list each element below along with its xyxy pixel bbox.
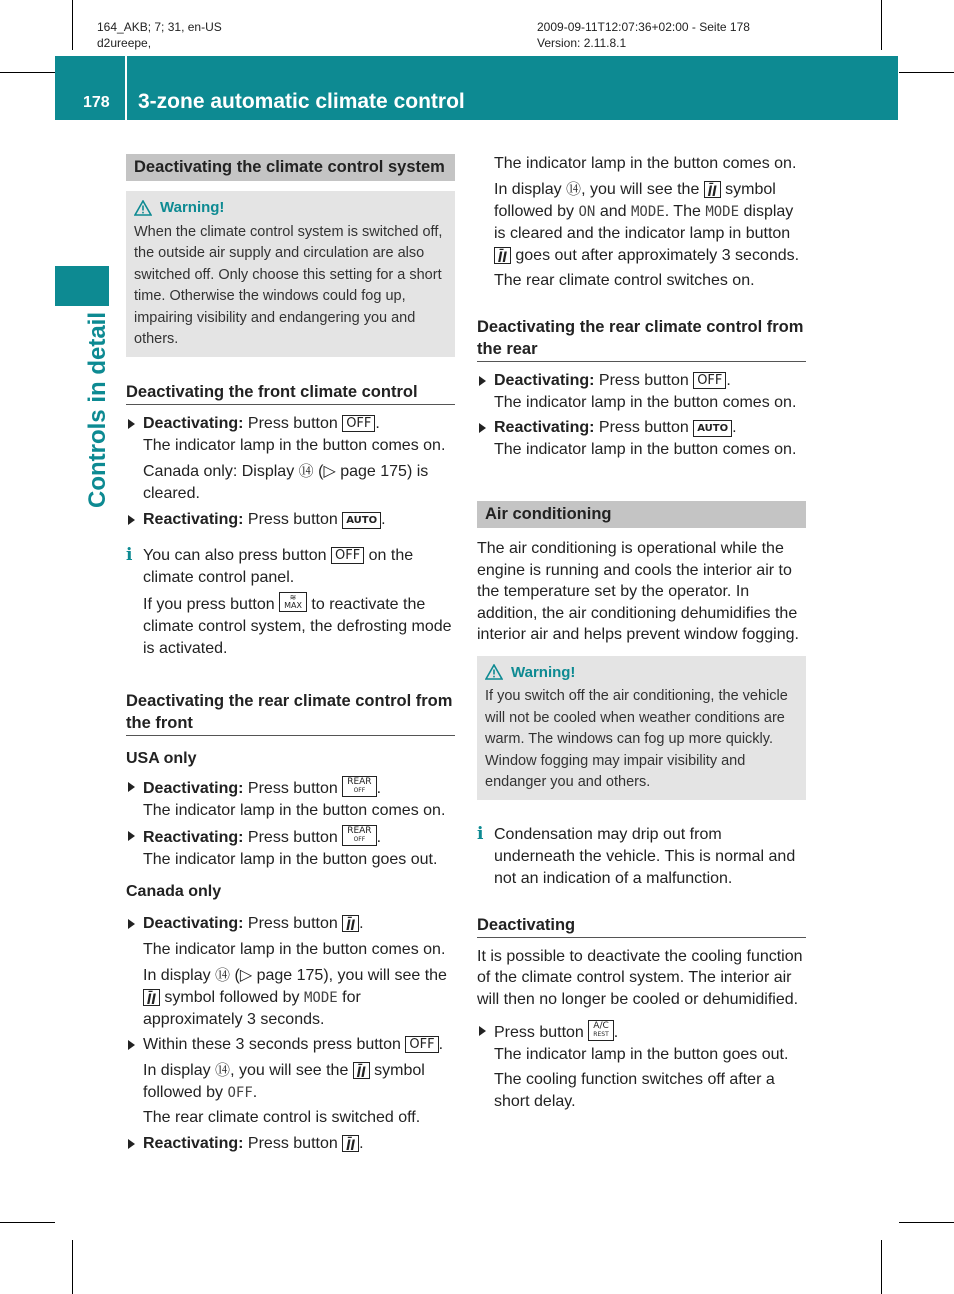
crop-mark (72, 0, 73, 50)
instruction-text: Press button (247, 828, 338, 846)
meta-line: 2009-09-11T12:07:36+02:00 - Seite 178 (537, 20, 750, 34)
crop-mark (899, 1222, 954, 1223)
crop-mark (899, 72, 954, 73)
print-meta-right (537, 19, 750, 51)
display-text: MODE (630, 204, 665, 220)
btn-label: REAR (347, 776, 372, 787)
text: on the climate control panel. (143, 546, 414, 586)
text: If you press button (143, 595, 275, 613)
instruction-item: Deactivating: Press button OFF . (126, 413, 455, 435)
text: and (599, 203, 627, 220)
text: , you will see the (581, 181, 700, 198)
text: symbol followed by (164, 988, 300, 1006)
btn-label: REST (593, 1031, 609, 1038)
meta-line: 164_AKB; 7; 31, en-US (97, 20, 222, 34)
instruction-label: Deactivating: (143, 414, 244, 432)
text: symbol followed by (143, 1061, 425, 1101)
instruction-item: Deactivating: Press button OFF . (477, 370, 806, 392)
instruction-label: Reactivating: (143, 1134, 244, 1152)
result-text: The indicator lamp in the button comes on. (494, 441, 797, 458)
instruction-text: Press button (494, 1024, 584, 1041)
btn-label: MAX (284, 600, 302, 610)
arrow-bullet-icon (128, 419, 135, 429)
instruction-text: Press button (247, 414, 338, 432)
body-text: The air conditioning is operational while the engine is running and cools the interior air to the temperature set by the operator. In addition, the air conditioning dehumidifies the interior air and helps prevent window fogging. (477, 540, 799, 643)
display-note: In display ⑭, you will see the ꞁ̄ꞁ symbol followed by OFF. (143, 1060, 425, 1101)
rear-off-button-symbol (342, 825, 376, 846)
page-number: 178 (83, 94, 110, 111)
instruction-item: Press button A/C REST . (477, 1020, 806, 1044)
text: In display (494, 181, 562, 198)
text: display is cleared and the indicator lamp in button (494, 203, 794, 242)
instruction-label: Deactivating: (494, 372, 595, 389)
instruction-item: Deactivating: Press button ꞁ̄ꞁ . (126, 913, 455, 935)
instruction-text: Press button (247, 779, 338, 797)
instruction-label: Reactivating: (143, 828, 244, 846)
rear-fan-icon: ꞁ̄ꞁ (494, 247, 511, 264)
instruction-item: Reactivating: Press button AUTO . (126, 509, 455, 531)
result-text: The rear climate control switches on. (494, 272, 755, 289)
arrow-bullet-icon (128, 1040, 135, 1050)
canada-note (126, 460, 455, 505)
instruction-text: Press button (247, 914, 338, 932)
section-title: Air conditioning (477, 501, 806, 528)
rear-fan-icon: ꞁ̄ꞁ (342, 915, 359, 932)
info-icon: i (126, 544, 133, 565)
result-text: The cooling function switches off after a short delay. (494, 1071, 775, 1110)
side-tab-marker (55, 266, 109, 306)
text: to reactivate the climate control system, the defrosting mode is activated. (143, 595, 452, 657)
display-marker: ⑭ (298, 461, 314, 480)
ac-button-symbol (588, 1020, 613, 1041)
info-note (477, 824, 806, 890)
display-text: MODE (705, 204, 740, 220)
result-text: The indicator lamp in the button comes on. (143, 801, 446, 819)
warning-title: Warning! (160, 199, 225, 216)
rear-fan-icon: ꞁ̄ꞁ (143, 989, 160, 1006)
region-heading: Canada only (126, 882, 222, 900)
result-text: The indicator lamp in the button comes on. (143, 940, 446, 958)
display-text: MODE (304, 989, 338, 1006)
page-header (55, 56, 898, 120)
crop-mark (881, 1240, 882, 1294)
meta-line: d2ureepe, (97, 36, 152, 50)
rear-fan-icon: ꞁ̄ꞁ (704, 181, 721, 198)
off-button-symbol: OFF (331, 547, 364, 564)
rear-off-button-symbol (342, 776, 376, 797)
subsection-heading: Deactivating the rear climate control from the front (126, 690, 455, 736)
crop-mark (0, 1222, 55, 1223)
btn-label: OFF (353, 835, 366, 843)
crop-mark (0, 72, 55, 73)
warning-title: Warning! (511, 663, 576, 681)
crop-mark (881, 0, 882, 50)
text: , you will see the (230, 1061, 349, 1079)
crop-mark (72, 1240, 73, 1294)
warning-header (485, 662, 798, 684)
off-button-symbol: OFF (405, 1036, 438, 1053)
display-marker: ⑭ (215, 1060, 231, 1079)
text: (▷ page 175), you will see the (234, 966, 447, 984)
instruction-item: Deactivating: Press button REAR OFF . (126, 776, 455, 800)
arrow-bullet-icon (479, 1026, 486, 1036)
subsection-heading: Deactivating the rear climate control from the rear (477, 316, 806, 362)
off-button-symbol: OFF (342, 415, 375, 432)
header-divider (125, 56, 127, 120)
arrow-bullet-icon (128, 1139, 135, 1149)
side-tab-label: Controls in detail (84, 311, 111, 508)
btn-label: OFF (353, 786, 366, 794)
text: for approximately 3 seconds. (143, 988, 361, 1028)
instruction-item: Reactivating: Press button AUTO . (477, 417, 806, 439)
result-text: The rear climate control is switched off. (143, 1108, 421, 1126)
warning-header (134, 197, 447, 219)
subsection-heading: Deactivating the front climate control (126, 381, 455, 405)
display-marker: ⑭ (215, 965, 231, 984)
result-text: The indicator lamp in the button comes on. (494, 394, 797, 411)
arrow-bullet-icon (128, 515, 135, 525)
instruction-text: Within these 3 seconds press button (143, 1035, 401, 1053)
warning-text: When the climate control system is switched off, the outside air supply and circulation are also switched off. Only choose this setting for a short time. Otherwise the windows could fog up, impairing visibility and endangering you and others. (134, 223, 443, 347)
meta-line: Version: 2.11.8.1 (537, 36, 627, 50)
display-text: ON (578, 204, 596, 220)
info-note (126, 545, 455, 589)
auto-button-symbol: AUTO (693, 420, 732, 437)
print-meta-left (97, 19, 222, 51)
instruction-text: Press button (598, 372, 689, 389)
display-marker: ⑭ (566, 180, 582, 198)
info-icon: i (477, 823, 484, 844)
text: In display (143, 966, 211, 984)
instruction-text: Press button (598, 419, 689, 436)
instruction-item: Reactivating: Press button ꞁ̄ꞁ . (126, 1133, 455, 1155)
result-text: The indicator lamp in the button comes on. (143, 436, 446, 454)
right-column (477, 153, 806, 1113)
rear-fan-icon: ꞁ̄ꞁ (353, 1062, 370, 1079)
region-heading: USA only (126, 749, 197, 767)
warning-box (477, 656, 806, 800)
display-text: OFF (227, 1084, 253, 1101)
section-title: Deactivating the climate control system (126, 154, 455, 181)
page-title: 3-zone automatic climate control (138, 90, 465, 113)
auto-button-symbol: AUTO (342, 512, 381, 529)
instruction-label: Reactivating: (143, 510, 244, 528)
text: In display (143, 1061, 211, 1079)
rear-fan-icon: ꞁ̄ꞁ (342, 1135, 359, 1152)
instruction-text: Press button (247, 510, 338, 528)
instruction-item: Reactivating: Press button REAR OFF . (126, 825, 455, 849)
arrow-bullet-icon (479, 423, 486, 433)
btn-label: A/C (593, 1021, 609, 1031)
text: goes out after approximately 3 seconds. (515, 247, 800, 264)
btn-label: REAR (347, 825, 372, 836)
arrow-bullet-icon (128, 782, 135, 792)
warning-triangle-icon (134, 200, 152, 216)
warning-box (126, 191, 455, 357)
instruction-item: Within these 3 seconds press button OFF . (126, 1034, 455, 1056)
subsection-heading: Deactivating (477, 914, 806, 938)
left-column (126, 154, 455, 1155)
result-text: The indicator lamp in the button goes out. (143, 850, 438, 868)
result-text: The indicator lamp in the button goes out. (494, 1046, 789, 1063)
off-button-symbol: OFF (693, 372, 726, 389)
instruction-text: Press button (247, 1134, 338, 1152)
instruction-label: Reactivating: (494, 419, 595, 436)
instruction-label: Deactivating: (143, 779, 244, 797)
text: symbol followed by (494, 181, 776, 220)
info-note-cont (126, 592, 455, 660)
instruction-label: Deactivating: (143, 914, 244, 932)
text: Condensation may drip out from underneath the vehicle. This is normal and not an indication of a malfunction. (494, 825, 796, 887)
arrow-bullet-icon (479, 376, 486, 386)
body-text: It is possible to deactivate the cooling function of the climate control system. The interior air will then no longer be cooled or dehumidified. (477, 947, 803, 1008)
page-reference: (▷ page 175) is cleared. (143, 462, 429, 502)
display-note (477, 178, 806, 267)
arrow-bullet-icon (128, 831, 135, 841)
warning-triangle-icon (485, 664, 503, 680)
result-text: The indicator lamp in the button comes on. (494, 155, 797, 172)
display-note (126, 964, 455, 1031)
text: . The (664, 203, 701, 220)
text: You can also press button (143, 546, 327, 564)
warning-text: If you switch off the air conditioning, the vehicle will not be cooled when weather conditions are warm. The windows can fog up more quickly. Window fogging may impair visibility and endanger you and others. (485, 688, 788, 790)
defrost-max-button-symbol: ≋ MAX (279, 592, 307, 612)
text: Canada only: Display (143, 462, 295, 480)
arrow-bullet-icon (128, 919, 135, 929)
